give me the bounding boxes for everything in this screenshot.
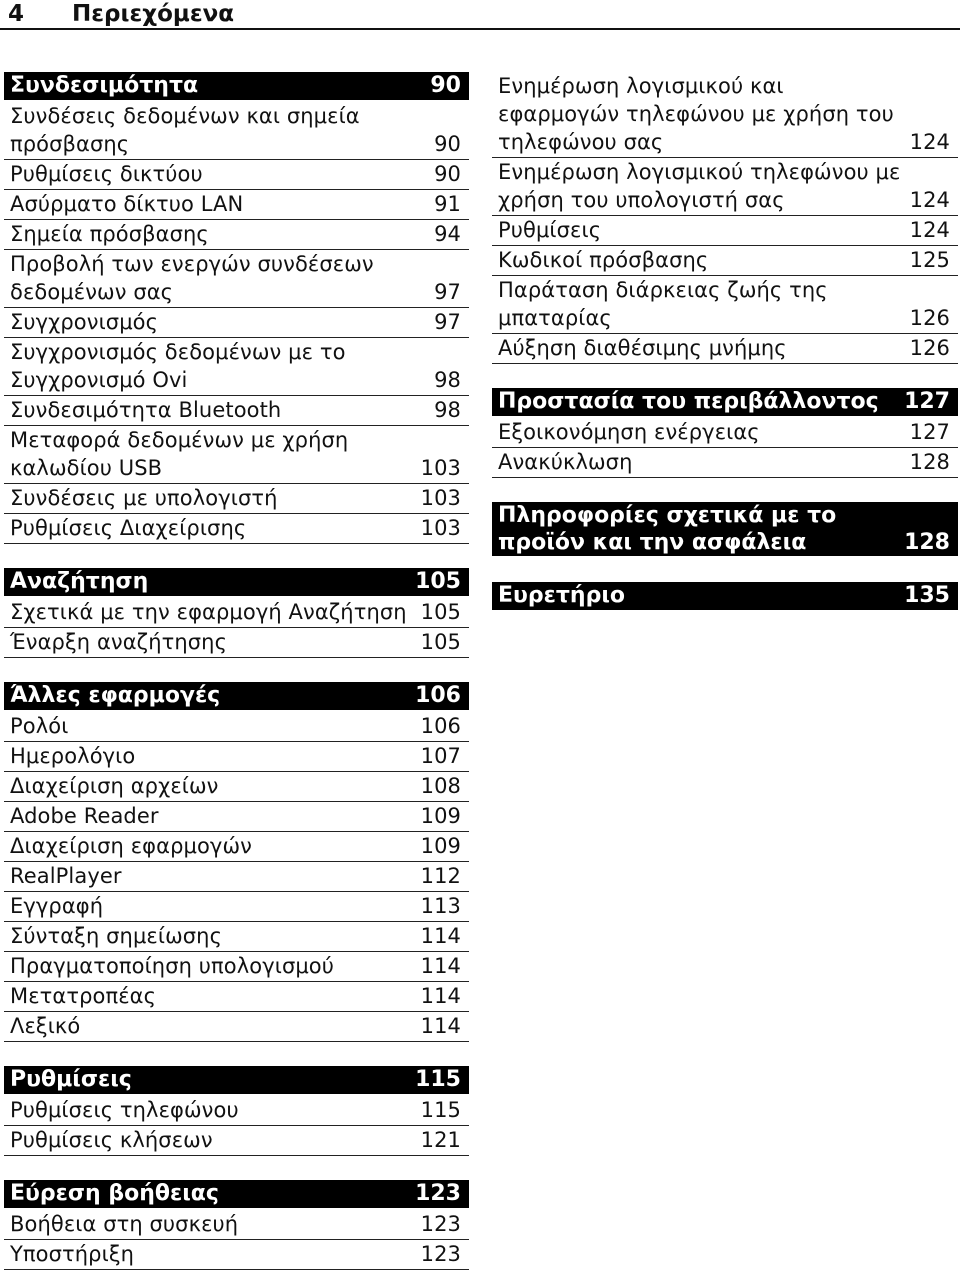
toc-section — [4, 72, 469, 544]
toc-entry-label: Μεταφορά δεδομένων με χρήση καλωδίου USB — [10, 428, 349, 480]
toc-entry-page: 90 — [434, 132, 461, 156]
toc-entry-label: Ρυθμίσεις κλήσεων — [10, 1128, 213, 1152]
section-heading[interactable] — [492, 388, 958, 416]
toc-entry-label: Συγχρονισμός — [10, 310, 159, 334]
section-heading-label: Ρυθμίσεις — [10, 1067, 132, 1092]
section-heading-page: 106 — [415, 683, 461, 708]
toc-entry-page: 90 — [434, 162, 461, 186]
toc-right-column — [492, 72, 958, 612]
toc-entry-label: Ρυθμίσεις — [498, 218, 602, 242]
toc-entry[interactable] — [4, 832, 469, 862]
section-gap — [492, 478, 958, 502]
toc-entry-page: 108 — [420, 774, 461, 798]
toc-entry-label: Έναρξη αναζήτησης — [10, 630, 228, 654]
toc-section — [4, 682, 469, 1042]
toc-entry-page: 114 — [420, 984, 461, 1008]
page-header — [0, 0, 960, 30]
toc-left-column — [4, 72, 469, 1270]
toc-entry-page: 123 — [420, 1242, 461, 1266]
section-gap — [492, 558, 958, 582]
section-heading-page: 90 — [430, 73, 461, 98]
section-gap — [4, 1156, 469, 1180]
toc-entry[interactable] — [4, 396, 469, 426]
toc-entry-label: Ενημέρωση λογισμικού και εφαρμογών τηλεφώνου με χρήση του τηλεφώνου σας — [498, 74, 894, 154]
page-number: 4 — [8, 1, 25, 27]
toc-entry-label: Σχετικά με την εφαρμογή Αναζήτηση — [10, 600, 407, 624]
toc-entry[interactable] — [4, 1012, 469, 1042]
section-heading[interactable] — [492, 502, 958, 556]
toc-entry-label: Συνδεσιμότητα Bluetooth — [10, 398, 282, 422]
toc-entry-page: 121 — [420, 1128, 461, 1152]
section-heading-page: 128 — [904, 530, 950, 555]
toc-entry-page: 109 — [420, 834, 461, 858]
toc-entry-label: Adobe Reader — [10, 804, 159, 828]
toc-entry-page: 103 — [420, 456, 461, 480]
toc-section — [492, 388, 958, 478]
toc-entry-label: Εγγραφή — [10, 894, 104, 918]
toc-entry[interactable] — [4, 308, 469, 338]
toc-entry[interactable] — [4, 802, 469, 832]
toc-entry-page: 115 — [420, 1098, 461, 1122]
toc-entry[interactable] — [492, 216, 958, 246]
toc-entry-label: Σύνταξη σημείωσης — [10, 924, 222, 948]
toc-entry[interactable] — [4, 160, 469, 190]
toc-section — [4, 568, 469, 658]
toc-entry-page: 114 — [420, 954, 461, 978]
section-heading-label: Πληροφορίες σχετικά με το προϊόν και την ασφάλεια — [498, 503, 837, 555]
toc-entry[interactable] — [4, 1240, 469, 1270]
toc-entry-label: Ασύρματο δίκτυο LAN — [10, 192, 244, 216]
toc-entry-page: 106 — [420, 714, 461, 738]
toc-entry-page: 124 — [909, 130, 950, 154]
toc-entry[interactable] — [4, 190, 469, 220]
toc-entry-label: Εξοικονόμηση ενέργειας — [498, 420, 760, 444]
toc-entry[interactable] — [4, 712, 469, 742]
section-heading-label: Ευρετήριο — [498, 583, 626, 608]
toc-entry[interactable] — [4, 772, 469, 802]
section-heading-label: Άλλες εφαρμογές — [10, 683, 221, 708]
toc-entry-label: Υποστήριξη — [10, 1242, 135, 1266]
toc-entry-label: Διαχείριση αρχείων — [10, 774, 219, 798]
section-gap — [4, 544, 469, 568]
toc-entry-label: Ενημέρωση λογισμικού τηλεφώνου με χρήση του υπολογιστή σας — [498, 160, 901, 212]
toc-entry-label: Συνδέσεις δεδομένων και σημεία πρόσβασης — [10, 104, 360, 156]
toc-entry-page: 114 — [420, 1014, 461, 1038]
toc-entry[interactable] — [4, 426, 469, 484]
toc-entry-page: 105 — [420, 600, 461, 624]
toc-entry-label: Μετατροπέας — [10, 984, 157, 1008]
toc-entry-page: 125 — [909, 248, 950, 272]
toc-entry-page: 123 — [420, 1212, 461, 1236]
toc-section — [4, 1180, 469, 1270]
toc-entry-page: 98 — [434, 368, 461, 392]
toc-entry-label: Κωδικοί πρόσβασης — [498, 248, 709, 272]
toc-entry[interactable] — [4, 484, 469, 514]
section-heading-page: 105 — [415, 569, 461, 594]
toc-entry-label: Αύξηση διαθέσιμης μνήμης — [498, 336, 787, 360]
toc-entry[interactable] — [4, 1096, 469, 1126]
toc-entry-page: 128 — [909, 450, 950, 474]
toc-entry[interactable] — [4, 250, 469, 308]
toc-entry-label: Ρυθμίσεις τηλεφώνου — [10, 1098, 239, 1122]
toc-entry[interactable] — [4, 628, 469, 658]
toc-entry-label: Ανακύκλωση — [498, 450, 633, 474]
section-heading-page: 135 — [904, 583, 950, 608]
toc-section — [492, 502, 958, 556]
section-heading-label: Αναζήτηση — [10, 569, 149, 594]
toc-entry-page: 126 — [909, 336, 950, 360]
toc-entry-page: 114 — [420, 924, 461, 948]
toc-entry-page: 98 — [434, 398, 461, 422]
toc-entry-label: Σημεία πρόσβασης — [10, 222, 209, 246]
section-heading-label: Εύρεση βοήθειας — [10, 1181, 219, 1206]
toc-entry-page: 105 — [420, 630, 461, 654]
section-heading[interactable] — [4, 1066, 469, 1094]
section-gap — [492, 364, 958, 388]
section-gap — [4, 658, 469, 682]
toc-entry-page: 103 — [420, 516, 461, 540]
toc-entry-page: 97 — [434, 310, 461, 334]
section-heading-page: 115 — [415, 1067, 461, 1092]
toc-entry-page: 109 — [420, 804, 461, 828]
toc-section — [492, 582, 958, 610]
toc-entry-label: Συγχρονισμός δεδομένων με το Συγχρονισμό Ovi — [10, 340, 346, 392]
toc-entry[interactable] — [492, 334, 958, 364]
toc-entry[interactable] — [492, 418, 958, 448]
toc-entry-page: 103 — [420, 486, 461, 510]
toc-entry-label: Βοήθεια στη συσκευή — [10, 1212, 239, 1236]
toc-entry-label: Ημερολόγιο — [10, 744, 136, 768]
toc-entry-page: 94 — [434, 222, 461, 246]
section-heading[interactable] — [4, 72, 469, 100]
toc-entry-page: 124 — [909, 218, 950, 242]
toc-entry[interactable] — [4, 922, 469, 952]
toc-entry-page: 127 — [909, 420, 950, 444]
toc-entry-label: Παράταση διάρκειας ζωής της μπαταρίας — [498, 278, 828, 330]
toc-entry[interactable] — [4, 982, 469, 1012]
toc-entry-label: Πραγματοποίηση υπολογισμού — [10, 954, 335, 978]
toc-entry[interactable] — [4, 102, 469, 160]
toc-entry-label: Λεξικό — [10, 1014, 81, 1038]
toc-entry-label: Ρυθμίσεις Διαχείρισης — [10, 516, 247, 540]
toc-entry[interactable] — [4, 1210, 469, 1240]
toc-entry-page: 91 — [434, 192, 461, 216]
section-gap — [4, 1042, 469, 1066]
toc-entry[interactable] — [492, 448, 958, 478]
toc-entry-label: Συνδέσεις με υπολογιστή — [10, 486, 278, 510]
toc-entry-label: Προβολή των ενεργών συνδέσεων δεδομένων σας — [10, 252, 374, 304]
toc-section — [4, 1066, 469, 1156]
toc-entry-page: 112 — [420, 864, 461, 888]
toc-entry-label: Ρυθμίσεις δικτύου — [10, 162, 203, 186]
toc-entry[interactable] — [492, 246, 958, 276]
toc-section — [492, 72, 958, 364]
section-heading[interactable] — [492, 582, 958, 610]
toc-entry[interactable] — [4, 742, 469, 772]
section-heading[interactable] — [4, 568, 469, 596]
toc-entry[interactable] — [492, 158, 958, 216]
section-heading[interactable] — [4, 1180, 469, 1208]
toc-entry-page: 113 — [420, 894, 461, 918]
toc-entry-label: Ρολόι — [10, 714, 69, 738]
toc-entry[interactable] — [4, 598, 469, 628]
toc-entry-page: 126 — [909, 306, 950, 330]
toc-entry[interactable] — [4, 220, 469, 250]
toc-entry[interactable] — [4, 1126, 469, 1156]
toc-entry[interactable] — [492, 72, 958, 158]
toc-entry-page: 107 — [420, 744, 461, 768]
toc-entry[interactable] — [492, 276, 958, 334]
toc-entry-label: Διαχείριση εφαρμογών — [10, 834, 252, 858]
toc-entry[interactable] — [4, 514, 469, 544]
section-heading-page: 123 — [415, 1181, 461, 1206]
page-title: Περιεχόμενα — [72, 1, 235, 27]
toc-entry-page: 97 — [434, 280, 461, 304]
toc-entry-label: RealPlayer — [10, 864, 122, 888]
section-heading-page: 127 — [904, 389, 950, 414]
toc-entry[interactable] — [4, 862, 469, 892]
toc-entry[interactable] — [4, 892, 469, 922]
toc-entry[interactable] — [4, 338, 469, 396]
section-heading-label: Προστασία του περιβάλλοντος — [498, 389, 879, 414]
section-heading-label: Συνδεσιμότητα — [10, 73, 199, 98]
toc-entry-page: 124 — [909, 188, 950, 212]
toc-entry[interactable] — [4, 952, 469, 982]
section-heading[interactable] — [4, 682, 469, 710]
